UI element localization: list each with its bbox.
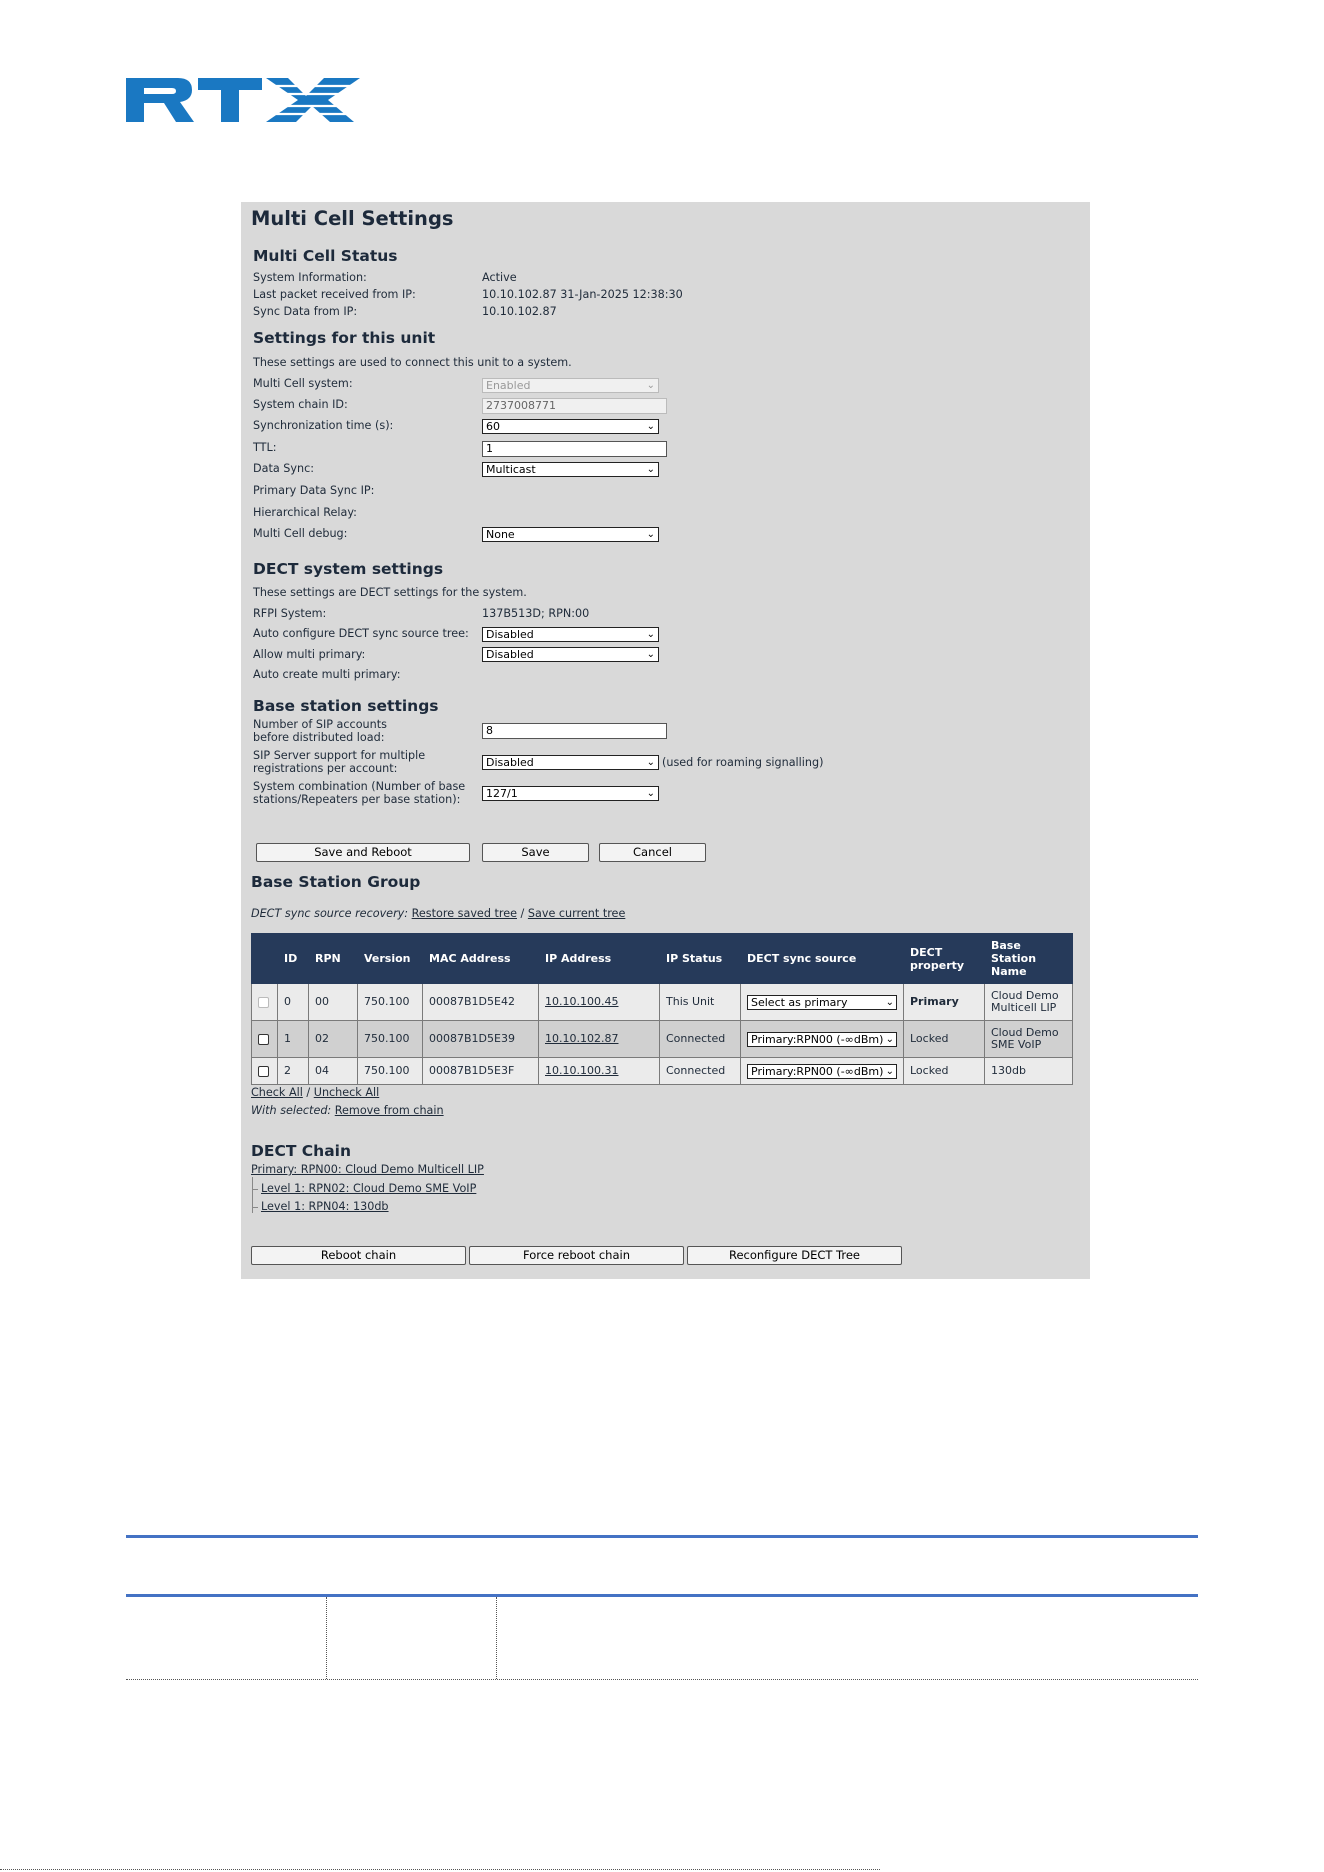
sync-source-value: Select as primary [751, 995, 848, 1009]
cell-rpn: 04 [309, 1058, 358, 1085]
primary-ip-label: Primary Data Sync IP: [253, 484, 375, 497]
group-heading: Base Station Group [251, 873, 421, 891]
cell-sync-source [741, 1058, 904, 1085]
chevron-down-icon: ⌄ [646, 529, 655, 540]
auto-create-label: Auto create multi primary: [253, 668, 401, 681]
sip-server-value: Disabled [486, 756, 534, 769]
rtx-logo [126, 76, 360, 124]
cell-ip-status: Connected [660, 1021, 741, 1058]
header-mac: MAC Address [423, 934, 539, 984]
multi-cell-panel [241, 202, 1090, 1279]
footer-divider [496, 1597, 497, 1679]
check-links [251, 1086, 379, 1099]
status-heading: Multi Cell Status [253, 247, 398, 265]
sync-source-select[interactable] [747, 1032, 897, 1047]
cell-id: 2 [278, 1058, 309, 1085]
multi-primary-select[interactable] [482, 647, 659, 662]
cell-ip-status: This Unit [660, 984, 741, 1021]
debug-label: Multi Cell debug: [253, 527, 348, 540]
table-row [252, 1021, 1073, 1058]
relay-label: Hierarchical Relay: [253, 506, 357, 519]
cell-id: 0 [278, 984, 309, 1021]
cell-dect-property: Locked [904, 1021, 985, 1058]
row-checkbox[interactable] [258, 997, 269, 1008]
chain-level1-rpn02-link[interactable]: Level 1: RPN02: Cloud Demo SME VoIP [261, 1182, 477, 1195]
cell-rpn: 02 [309, 1021, 358, 1058]
debug-value: None [486, 528, 515, 541]
chevron-down-icon: ⌄ [646, 788, 655, 799]
chain-level1-rpn04-link[interactable]: Level 1: RPN04: 130db [261, 1200, 389, 1213]
rfpi-label: RFPI System: [253, 607, 327, 620]
debug-select[interactable] [482, 527, 659, 542]
sip-server-label: SIP Server support for multiple registrations per account: [253, 749, 426, 775]
ttl-label: TTL: [253, 441, 277, 454]
chevron-down-icon: ⌄ [646, 380, 655, 391]
chevron-down-icon: ⌄ [646, 757, 655, 768]
row-checkbox-cell [252, 1021, 278, 1058]
row-checkbox-cell [252, 1058, 278, 1085]
header-version: Version [358, 934, 423, 984]
cell-ip [539, 1058, 660, 1085]
multi-primary-value: Disabled [486, 648, 534, 661]
ip-link[interactable]: 10.10.100.31 [545, 1064, 619, 1077]
cell-mac: 00087B1D5E39 [423, 1021, 539, 1058]
cell-rpn: 00 [309, 984, 358, 1021]
table-header-row [252, 934, 1073, 984]
unit-heading: Settings for this unit [253, 329, 436, 347]
chevron-down-icon: ⌄ [885, 996, 894, 1008]
with-selected-line [251, 1104, 444, 1117]
header-dect-property: DECT property [904, 934, 985, 984]
dect-desc: These settings are DECT settings for the system. [253, 586, 527, 599]
base-heading: Base station settings [253, 697, 439, 715]
multi-cell-system-select[interactable] [482, 378, 659, 393]
cell-mac: 00087B1D5E3F [423, 1058, 539, 1085]
chevron-down-icon: ⌄ [646, 464, 655, 475]
status-value-sync-data: 10.10.102.87 [482, 305, 557, 318]
sip-server-select[interactable] [482, 755, 659, 770]
page-title: Multi Cell Settings [251, 207, 454, 230]
auto-tree-select[interactable] [482, 627, 659, 642]
ip-link[interactable]: 10.10.100.45 [545, 995, 619, 1008]
sync-source-select[interactable] [747, 995, 897, 1010]
cell-base-name: Cloud Demo Multicell LIP [985, 984, 1073, 1021]
row-checkbox[interactable] [258, 1066, 269, 1077]
reconfigure-dect-tree-button[interactable]: Reconfigure DECT Tree [687, 1246, 902, 1265]
cell-base-name: 130db [985, 1058, 1073, 1085]
chain-primary-link[interactable]: Primary: RPN00: Cloud Demo Multicell LIP [251, 1163, 484, 1176]
chain-heading: DECT Chain [251, 1142, 352, 1160]
base-station-table [251, 933, 1073, 1085]
sync-source-value: Primary:RPN00 (-∞dBm) [751, 1032, 884, 1046]
header-ip-status: IP Status [660, 934, 741, 984]
header-base-station-name: Base Station Name [985, 934, 1073, 984]
sync-time-select[interactable] [482, 419, 659, 434]
chevron-down-icon: ⌄ [885, 1065, 894, 1077]
auto-tree-label: Auto configure DECT sync source tree: [253, 627, 469, 640]
sip-server-note: (used for roaming signalling) [662, 756, 824, 769]
check-all-link[interactable]: Check All [251, 1086, 303, 1099]
header-select [252, 934, 278, 984]
row-checkbox[interactable] [258, 1034, 269, 1045]
footer-divider [326, 1597, 327, 1679]
page-bottom-rule [0, 1869, 880, 1870]
status-value-system-info: Active [482, 271, 517, 284]
save-button[interactable]: Save [482, 843, 589, 862]
rfpi-value: 137B513D; RPN:00 [482, 607, 590, 620]
header-id: ID [278, 934, 309, 984]
header-ip: IP Address [539, 934, 660, 984]
save-and-reboot-button[interactable]: Save and Reboot [256, 843, 470, 862]
save-tree-link[interactable]: Save current tree [527, 907, 626, 920]
unit-desc: These settings are used to connect this unit to a system. [253, 356, 572, 369]
cell-ip [539, 984, 660, 1021]
row-checkbox-cell [252, 984, 278, 1021]
chevron-down-icon: ⌄ [646, 421, 655, 432]
auto-tree-value: Disabled [486, 628, 534, 641]
status-value-last-packet: 10.10.102.87 31-Jan-2025 12:38:30 [482, 288, 683, 301]
multi-cell-system-value: Enabled [486, 379, 531, 392]
multi-cell-system-label: Multi Cell system: [253, 377, 353, 390]
cell-sync-source [741, 984, 904, 1021]
footer-rule-bottom [126, 1679, 1198, 1680]
sync-time-label: Synchronization time (s): [253, 419, 394, 432]
cell-ip [539, 1021, 660, 1058]
cell-dect-property: Primary [904, 984, 985, 1021]
dect-heading: DECT system settings [253, 560, 444, 578]
footer-rule-middle [126, 1594, 1198, 1597]
chevron-down-icon: ⌄ [885, 1033, 894, 1045]
force-reboot-chain-button[interactable]: Force reboot chain [469, 1246, 684, 1265]
remove-from-chain-link[interactable]: Remove from chain [334, 1104, 444, 1117]
table-row [252, 1058, 1073, 1085]
tree-branch [252, 1189, 258, 1190]
chain-id-input[interactable]: 2737008771 [482, 398, 667, 414]
sync-source-value: Primary:RPN00 (-∞dBm) [751, 1064, 884, 1078]
sip-accounts-label: Number of SIP accounts before distributed load: [253, 718, 387, 744]
combination-value: 127/1 [486, 787, 518, 800]
recovery-line [251, 907, 625, 920]
combination-label: System combination (Number of base stations/Repeaters per base station): [253, 780, 466, 806]
uncheck-all-link[interactable]: Uncheck All [313, 1086, 380, 1099]
cell-version: 750.100 [358, 1058, 423, 1085]
data-sync-label: Data Sync: [253, 462, 315, 475]
ttl-input[interactable]: 1 [482, 441, 667, 457]
chevron-down-icon: ⌄ [646, 649, 655, 660]
header-rpn: RPN [309, 934, 358, 984]
combination-select[interactable] [482, 786, 659, 801]
status-label-system-info: System Information: [253, 271, 367, 284]
header-sync-source: DECT sync source [741, 934, 904, 984]
sip-accounts-input[interactable]: 8 [482, 723, 667, 739]
data-sync-value: Multicast [486, 463, 536, 476]
ip-link[interactable]: 10.10.102.87 [545, 1032, 619, 1045]
cell-version: 750.100 [358, 1021, 423, 1058]
sync-source-select[interactable] [747, 1064, 897, 1079]
table-row [252, 984, 1073, 1021]
cell-id: 1 [278, 1021, 309, 1058]
status-label-sync-data: Sync Data from IP: [253, 305, 358, 318]
reboot-chain-button[interactable]: Reboot chain [251, 1246, 466, 1265]
cell-mac: 00087B1D5E42 [423, 984, 539, 1021]
recovery-label: DECT sync source recovery: [251, 907, 409, 920]
recovery-separator: / [520, 907, 525, 920]
status-label-last-packet: Last packet received from IP: [253, 288, 416, 301]
chain-id-label: System chain ID: [253, 398, 348, 411]
multi-primary-label: Allow multi primary: [253, 648, 366, 661]
check-separator: / [306, 1086, 311, 1099]
cell-version: 750.100 [358, 984, 423, 1021]
sync-time-value: 60 [486, 420, 500, 433]
restore-tree-link[interactable]: Restore saved tree [411, 907, 517, 920]
cell-ip-status: Connected [660, 1058, 741, 1085]
data-sync-select[interactable] [482, 462, 659, 477]
cell-base-name: Cloud Demo SME VoIP [985, 1021, 1073, 1058]
with-selected-label: With selected: [251, 1104, 332, 1117]
cell-dect-property: Locked [904, 1058, 985, 1085]
cell-sync-source [741, 1021, 904, 1058]
chevron-down-icon: ⌄ [646, 629, 655, 640]
tree-branch [252, 1207, 258, 1208]
footer-rule-top [126, 1535, 1198, 1538]
cancel-button[interactable]: Cancel [599, 843, 706, 862]
